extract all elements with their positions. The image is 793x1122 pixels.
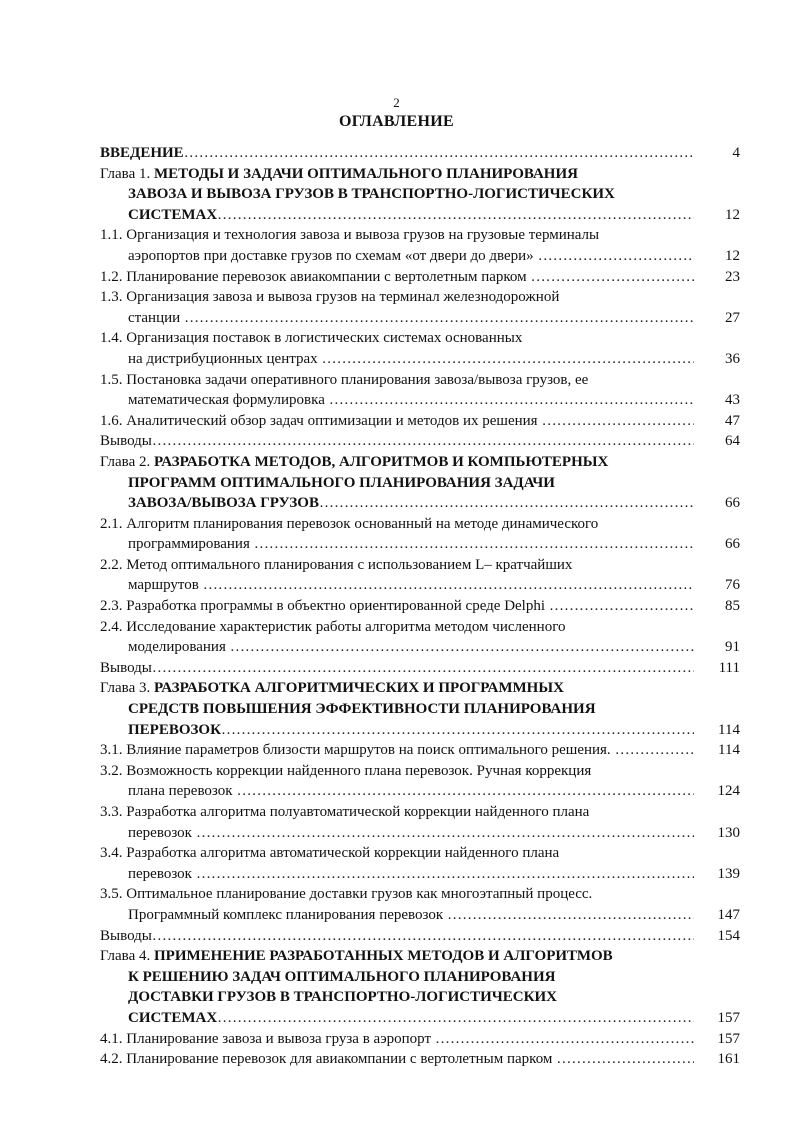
toc-section	[100, 370, 740, 411]
dot-leader	[184, 143, 694, 164]
toc-line	[100, 802, 740, 823]
toc-entry-text: СИСТЕМАХ	[128, 1009, 218, 1026]
toc-line-last	[100, 349, 740, 370]
toc-entry-text: на дистрибуционных центрах	[128, 350, 318, 367]
toc-conclusion	[100, 658, 740, 679]
toc-line-text: СРЕДСТВ ПОВЫШЕНИЯ ЭФФЕКТИВНОСТИ ПЛАНИРОВАНИЯ	[128, 701, 596, 718]
chapter-title: ПРИМЕНЕНИЕ РАЗРАБОТАННЫХ МЕТОДОВ И АЛГОРИТМОВ	[153, 948, 613, 965]
toc-line-last	[100, 205, 740, 226]
page-ref: 43	[725, 392, 740, 409]
toc-section	[100, 843, 740, 884]
toc-entry-text: станции	[128, 309, 181, 326]
toc-line	[100, 473, 740, 494]
toc-line-last	[100, 1008, 740, 1029]
chapter-prefix: Глава 4.	[100, 948, 151, 965]
dot-leader	[549, 596, 694, 617]
toc-entry-text: 2.3. Разработка программы в объектно ориентированной среде Delphi	[100, 598, 546, 615]
toc-chapter	[100, 452, 740, 514]
toc-line	[100, 617, 740, 638]
toc-line-text: 3.4. Разработка алгоритма автоматической коррекции найденного плана	[100, 845, 560, 862]
page-number: 2	[393, 95, 400, 110]
toc-line-text: 3.3. Разработка алгоритма полуавтоматической коррекции найденного плана	[100, 804, 590, 820]
toc-line	[100, 514, 740, 535]
chapter-prefix: Глава 2.	[100, 453, 151, 470]
toc-entry-text: ЗАВОЗА/ВЫВОЗА ГРУЗОВ	[128, 495, 319, 512]
page-ref: 47	[725, 412, 740, 429]
page-ref: 91	[725, 639, 740, 656]
toc-entry-text: 4.1. Планирование завоза и вывоза груза в аэропорт	[100, 1030, 432, 1047]
toc-line-text: ПРОГРАММ ОПТИМАЛЬНОГО ПЛАНИРОВАНИЯ ЗАДАЧИ	[128, 474, 555, 491]
toc-line-last	[100, 431, 740, 452]
toc-entry-text: 1.6. Аналитический обзор задач оптимизации и методов их решения	[100, 412, 538, 429]
page-ref: 66	[725, 495, 740, 512]
toc-line-last	[100, 1049, 740, 1070]
toc-section	[100, 287, 740, 328]
chapter-title: РАЗРАБОТКА МЕТОДОВ, АЛГОРИТМОВ И КОМПЬЮТЕРНЫХ	[153, 453, 609, 470]
toc-line	[100, 184, 740, 205]
toc-line-last	[100, 534, 740, 555]
toc-line-last	[100, 637, 740, 658]
toc-line-text: К РЕШЕНИЮ ЗАДАЧ ОПТИМАЛЬНОГО ПЛАНИРОВАНИЯ	[128, 968, 556, 985]
toc-line	[100, 699, 740, 720]
toc-line-text: 1.3. Организация завоза и вывоза грузов на терминал железнодорожной	[100, 289, 560, 306]
toc-line-text: 2.2. Метод оптимального планирования с использованием L– кратчайших	[100, 556, 573, 573]
toc-entry-text: ПЕРЕВОЗОК	[128, 721, 221, 738]
toc-line-last	[100, 823, 740, 844]
toc-section	[100, 617, 740, 658]
toc-line	[100, 370, 740, 391]
dot-leader	[217, 1008, 694, 1029]
toc-line	[100, 678, 740, 699]
toc-chapter	[100, 946, 740, 1028]
dot-leader	[152, 431, 694, 452]
toc-line-last	[100, 720, 740, 741]
toc-line-last	[100, 864, 740, 885]
page-ref: 36	[725, 350, 740, 367]
toc-entry-text: плана перевозок	[128, 783, 233, 800]
toc-line-last	[100, 493, 740, 514]
page-ref: 147	[717, 906, 740, 923]
page-title: ОГЛАВЛЕНИЕ	[339, 113, 454, 130]
dot-leader	[203, 575, 694, 596]
page-ref: 23	[725, 268, 740, 285]
toc-section	[100, 740, 740, 761]
chapter-title: МЕТОДЫ И ЗАДАЧИ ОПТИМАЛЬНОГО ПЛАНИРОВАНИЯ	[153, 165, 578, 182]
toc-chapter	[100, 678, 740, 740]
page-ref: 114	[718, 742, 740, 759]
toc-section	[100, 411, 740, 432]
toc-line-last	[100, 143, 740, 164]
chapter-prefix: Глава 3.	[100, 680, 151, 697]
toc-section	[100, 1029, 740, 1050]
toc-entry-text: СИСТЕМАХ	[128, 206, 218, 223]
toc-entry-text: Выводы	[100, 927, 152, 944]
toc-section	[100, 225, 740, 266]
dot-leader	[322, 349, 694, 370]
page-ref: 4	[732, 145, 740, 161]
page-ref: 114	[718, 721, 740, 738]
toc-line-last	[100, 267, 740, 288]
toc-section	[100, 555, 740, 596]
dot-leader	[319, 493, 694, 514]
dot-leader	[217, 205, 694, 226]
toc-line	[100, 884, 740, 905]
toc-line	[100, 287, 740, 308]
toc-line-last	[100, 596, 740, 617]
toc-entry-text: маршрутов	[128, 577, 199, 594]
toc-line-last	[100, 411, 740, 432]
dot-leader	[542, 411, 694, 432]
page-ref: 157	[717, 1009, 740, 1026]
page-ref: 139	[717, 865, 740, 882]
toc-line-text: 3.2. Возможность коррекции найденного плана перевозок. Ручная коррекция	[100, 762, 592, 779]
toc-section	[100, 514, 740, 555]
toc-line	[100, 164, 740, 185]
toc-line	[100, 452, 740, 473]
toc-line-text: 2.1. Алгоритм планирования перевозок основанный на методе динамического	[100, 515, 599, 532]
page-ref: 76	[725, 577, 740, 594]
toc-entry-text: перевозок	[128, 865, 192, 882]
dot-leader	[196, 823, 694, 844]
toc-line-last	[100, 658, 740, 679]
toc-section	[100, 328, 740, 369]
toc-entry-text: Выводы	[100, 433, 152, 450]
table-of-contents	[100, 143, 740, 1070]
dot-leader	[221, 720, 694, 741]
page-ref: 154	[717, 927, 740, 944]
dot-leader	[556, 1049, 694, 1070]
page-ref: 12	[725, 206, 740, 223]
toc-line-last	[100, 905, 740, 926]
toc-entry-text: математическая формулировка	[128, 392, 325, 409]
toc-line-last	[100, 246, 740, 267]
dot-leader	[184, 308, 694, 329]
toc-line-last	[100, 1029, 740, 1050]
toc-line-text: 3.5. Оптимальное планирование доставки грузов как многоэтапный процесс.	[100, 886, 593, 903]
toc-entry-text: Программный комплекс планирования перевозок	[128, 906, 444, 923]
dot-leader	[531, 267, 694, 288]
toc-entry-text: 1.2. Планирование перевозок авиакомпании с вертолетным парком	[100, 268, 527, 285]
dot-leader	[237, 781, 694, 802]
page-ref: 157	[717, 1030, 740, 1047]
toc-conclusion	[100, 431, 740, 452]
toc-line	[100, 946, 740, 967]
toc-section	[100, 1049, 740, 1070]
toc-line	[100, 761, 740, 782]
dot-leader	[447, 905, 694, 926]
toc-line	[100, 987, 740, 1008]
dot-leader	[538, 246, 694, 267]
toc-section	[100, 761, 740, 802]
toc-section	[100, 884, 740, 925]
toc-line-text: 1.5. Постановка задачи оперативного планирования завоза/вывоза грузов, ее	[100, 371, 589, 388]
page-ref: 161	[717, 1051, 740, 1068]
toc-line	[100, 328, 740, 349]
toc-line-text: 2.4. Исследование характеристик работы алгоритма методом численного	[100, 618, 566, 635]
toc-line	[100, 967, 740, 988]
toc-line-last	[100, 926, 740, 947]
toc-intro	[100, 143, 740, 164]
toc-entry-text: 3.1. Влияние параметров близости маршрутов на поиск оптимального решения.	[100, 742, 611, 759]
dot-leader	[152, 926, 694, 947]
toc-line-text: 1.1. Организация и технология завоза и вывоза грузов на грузовые терминалы	[100, 227, 600, 244]
toc-line-text: 1.4. Организация поставок в логистических системах основанных	[100, 330, 523, 347]
dot-leader	[435, 1029, 694, 1050]
dot-leader	[615, 740, 694, 761]
page-ref: 130	[717, 824, 740, 841]
page-ref: 12	[725, 247, 740, 264]
dot-leader	[152, 658, 694, 679]
page-ref: 85	[725, 598, 740, 615]
toc-entry-text: моделирования	[128, 639, 226, 656]
page-ref: 111	[718, 659, 740, 676]
dot-leader	[254, 534, 694, 555]
toc-line-last	[100, 390, 740, 411]
toc-entry-text: Выводы	[100, 659, 152, 676]
dot-leader	[329, 390, 694, 411]
toc-line	[100, 225, 740, 246]
toc-entry-text: 4.2. Планирование перевозок для авиакомпании с вертолетным парком	[100, 1051, 553, 1068]
toc-chapter	[100, 164, 740, 226]
toc-section	[100, 802, 740, 843]
toc-line-text: ДОСТАВКИ ГРУЗОВ В ТРАНСПОРТНО-ЛОГИСТИЧЕСКИХ	[128, 989, 558, 1006]
toc-line	[100, 555, 740, 576]
dot-leader	[230, 637, 694, 658]
toc-entry-text: программирования	[128, 536, 250, 553]
toc-line-last	[100, 740, 740, 761]
toc-section	[100, 267, 740, 288]
toc-conclusion	[100, 926, 740, 947]
toc-line-last	[100, 308, 740, 329]
dot-leader	[196, 864, 694, 885]
toc-line-last	[100, 575, 740, 596]
toc-entry-text: ВВЕДЕНИЕ	[100, 145, 184, 161]
page-ref: 64	[725, 433, 740, 450]
toc-entry-text: перевозок	[128, 824, 192, 841]
toc-line	[100, 843, 740, 864]
page-ref: 27	[725, 309, 740, 326]
toc-line-last	[100, 781, 740, 802]
toc-entry-text: аэропортов при доставке грузов по схемам «от двери до двери»	[128, 247, 534, 264]
chapter-title: РАЗРАБОТКА АЛГОРИТМИЧЕСКИХ И ПРОГРАММНЫХ	[153, 680, 564, 697]
page-ref: 66	[725, 536, 740, 553]
toc-section	[100, 596, 740, 617]
page-ref: 124	[717, 783, 740, 800]
chapter-prefix: Глава 1.	[100, 165, 151, 182]
toc-line-text: ЗАВОЗА И ВЫВОЗА ГРУЗОВ В ТРАНСПОРТНО-ЛОГИСТИЧЕСКИХ	[128, 186, 615, 203]
